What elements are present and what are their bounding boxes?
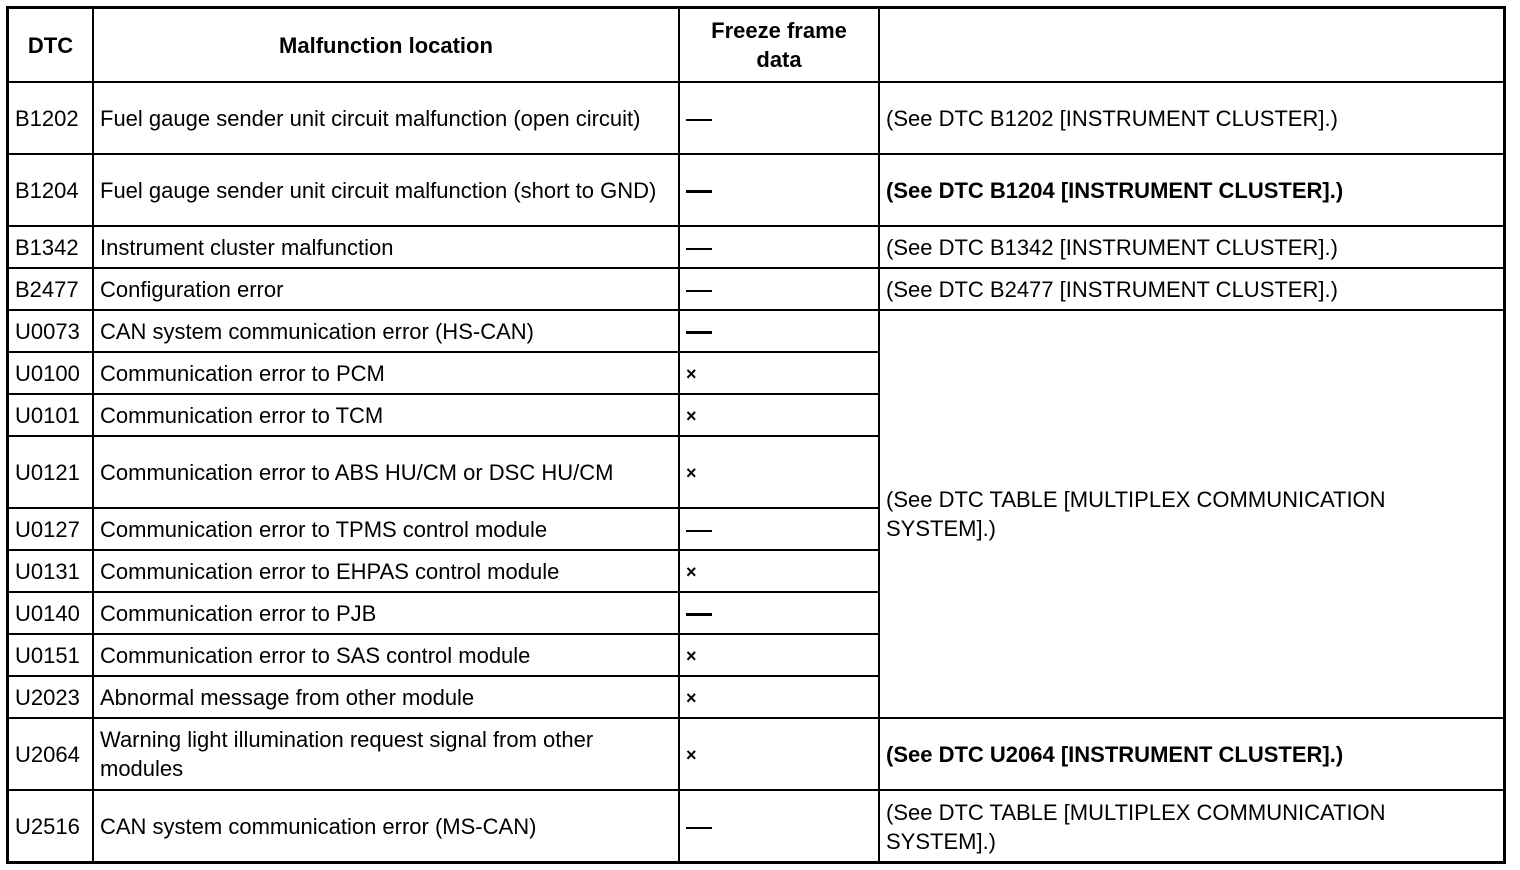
dtc-code: U2516 (9, 790, 93, 862)
dtc-code: U0131 (9, 550, 93, 592)
dtc-code: B1342 (9, 226, 93, 268)
x-mark: × (686, 405, 697, 426)
x-mark: × (686, 561, 697, 582)
reference-text: (See DTC TABLE [MULTIPLEX COMMUNICATION SYSTEM].) (879, 790, 1503, 862)
freeze-frame-cell (679, 226, 879, 268)
dtc-code: U0151 (9, 634, 93, 676)
freeze-frame-cell (679, 718, 879, 790)
freeze-frame-cell (679, 154, 879, 226)
freeze-frame-cell (679, 268, 879, 310)
dash-mark (686, 248, 712, 250)
dtc-code: U0100 (9, 352, 93, 394)
malfunction-location: Fuel gauge sender unit circuit malfunction (open circuit) (93, 82, 679, 154)
reference-text: (See DTC B1202 [INSTRUMENT CLUSTER].) (879, 82, 1503, 154)
table-row (9, 268, 1503, 310)
dtc-table (9, 9, 1503, 862)
table-row (9, 82, 1503, 154)
table-row (9, 790, 1503, 862)
malfunction-location: Instrument cluster malfunction (93, 226, 679, 268)
freeze-frame-cell (679, 82, 879, 154)
header-reference (879, 9, 1503, 82)
freeze-frame-cell (679, 550, 879, 592)
dash-mark (686, 613, 712, 616)
malfunction-location: Communication error to PCM (93, 352, 679, 394)
dtc-code: U0140 (9, 592, 93, 634)
freeze-frame-cell (679, 394, 879, 436)
malfunction-location: Abnormal message from other module (93, 676, 679, 718)
malfunction-location: CAN system communication error (HS-CAN) (93, 310, 679, 352)
malfunction-location: Communication error to TCM (93, 394, 679, 436)
table-header-row (9, 9, 1503, 82)
dtc-code: B2477 (9, 268, 93, 310)
malfunction-location: Fuel gauge sender unit circuit malfunction (short to GND) (93, 154, 679, 226)
malfunction-location: Communication error to ABS HU/CM or DSC HU/CM (93, 436, 679, 508)
header-freeze-frame-data: Freeze frame data (679, 9, 879, 82)
dtc-code: U0073 (9, 310, 93, 352)
table-row (9, 226, 1503, 268)
freeze-frame-cell (679, 790, 879, 862)
x-mark: × (686, 363, 697, 384)
freeze-frame-cell (679, 634, 879, 676)
dtc-code: B1204 (9, 154, 93, 226)
merged-reference-text: (See DTC TABLE [MULTIPLEX COMMUNICATION SYSTEM].) (879, 310, 1503, 718)
x-mark: × (686, 687, 697, 708)
dtc-code: U2023 (9, 676, 93, 718)
reference-text: (See DTC B1342 [INSTRUMENT CLUSTER].) (879, 226, 1503, 268)
dtc-code: U0101 (9, 394, 93, 436)
dash-mark (686, 290, 712, 292)
table-row (9, 718, 1503, 790)
malfunction-location: Warning light illumination request signal from other modules (93, 718, 679, 790)
dtc-table-frame (6, 6, 1506, 864)
dash-mark (686, 190, 712, 193)
malfunction-location: Communication error to SAS control module (93, 634, 679, 676)
dash-mark (686, 331, 712, 334)
table-row (9, 310, 1503, 352)
malfunction-location: Configuration error (93, 268, 679, 310)
dtc-code: B1202 (9, 82, 93, 154)
malfunction-location: Communication error to PJB (93, 592, 679, 634)
freeze-frame-cell (679, 676, 879, 718)
dtc-code: U2064 (9, 718, 93, 790)
dtc-code: U0121 (9, 436, 93, 508)
x-mark: × (686, 744, 697, 765)
reference-text: (See DTC U2064 [INSTRUMENT CLUSTER].) (879, 718, 1503, 790)
freeze-frame-cell (679, 592, 879, 634)
dtc-code: U0127 (9, 508, 93, 550)
freeze-frame-cell (679, 508, 879, 550)
table-row (9, 154, 1503, 226)
freeze-frame-cell (679, 352, 879, 394)
malfunction-location: Communication error to EHPAS control module (93, 550, 679, 592)
header-malfunction-location: Malfunction location (93, 9, 679, 82)
dash-mark (686, 827, 712, 829)
x-mark: × (686, 462, 697, 483)
freeze-frame-cell (679, 310, 879, 352)
header-dtc: DTC (9, 9, 93, 82)
dash-mark (686, 119, 712, 121)
freeze-frame-cell (679, 436, 879, 508)
dash-mark (686, 530, 712, 532)
malfunction-location: Communication error to TPMS control module (93, 508, 679, 550)
malfunction-location: CAN system communication error (MS-CAN) (93, 790, 679, 862)
reference-text: (See DTC B1204 [INSTRUMENT CLUSTER].) (879, 154, 1503, 226)
reference-text: (See DTC B2477 [INSTRUMENT CLUSTER].) (879, 268, 1503, 310)
x-mark: × (686, 645, 697, 666)
